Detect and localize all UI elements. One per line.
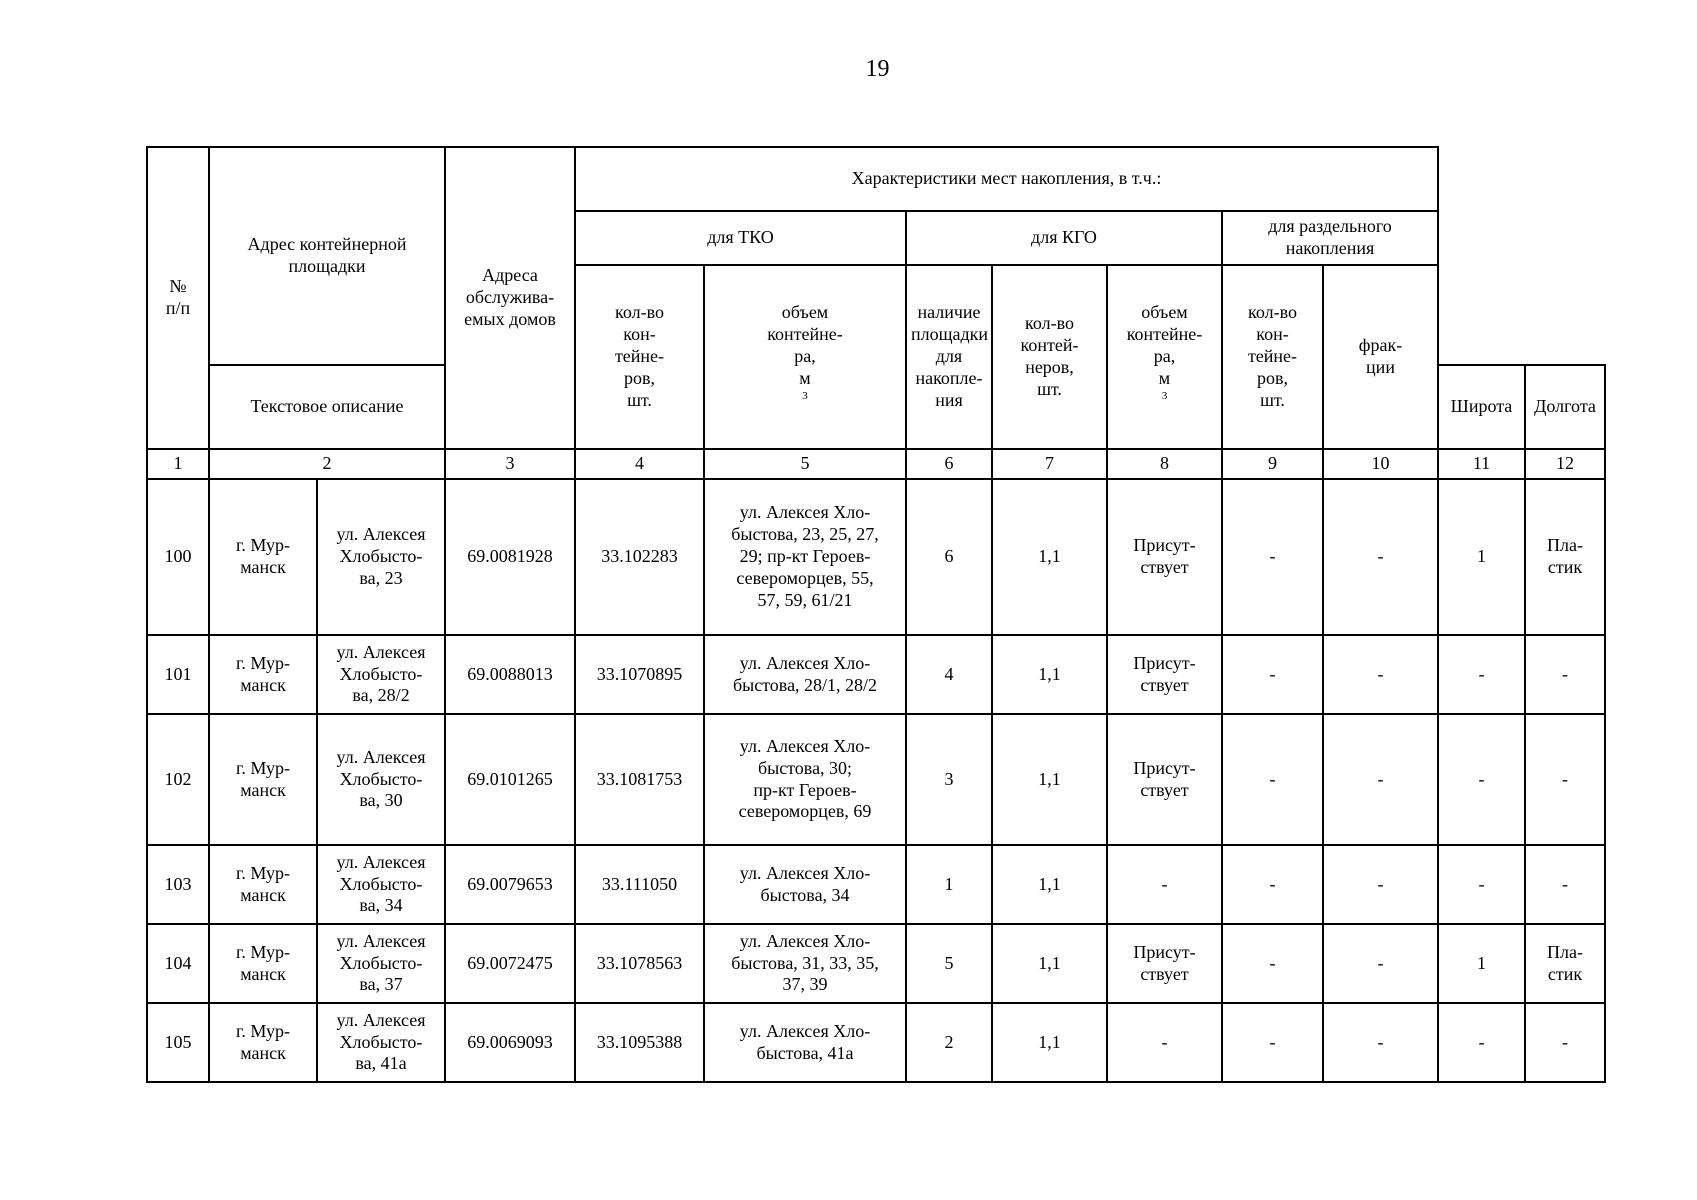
cell-kgo-presence: Присут- ствует (1107, 479, 1222, 635)
cell-tko-volume: 1,1 (992, 714, 1107, 845)
cell-no: 103 (147, 845, 209, 924)
header-served-houses: Адреса обслужива- емых домов (445, 147, 575, 449)
cell-city: г. Мур- манск (209, 845, 317, 924)
cell-tko-count: 1 (906, 845, 992, 924)
cell-houses: ул. Алексея Хло- быстова, 28/1, 28/2 (704, 635, 906, 714)
cell-kgo-count: - (1222, 714, 1323, 845)
header-longitude: Долгота (1525, 365, 1605, 449)
column-number: 9 (1222, 449, 1323, 479)
column-number: 5 (704, 449, 906, 479)
cell-kgo-volume: - (1323, 714, 1438, 845)
cell-houses: ул. Алексея Хло- быстова, 31, 33, 35, 37, 39 (704, 924, 906, 1003)
header-text-description: Текстовое описание (209, 365, 445, 449)
table-row (147, 479, 1605, 635)
cell-street: ул. Алексея Хлобысто- ва, 23 (317, 479, 445, 635)
column-number: 11 (1438, 449, 1525, 479)
column-number: 2 (209, 449, 445, 479)
cell-city: г. Мур- манск (209, 1003, 317, 1082)
cell-sep-count: - (1438, 845, 1525, 924)
cell-sep-fraction: Пла- стик (1525, 479, 1605, 635)
cell-street: ул. Алексея Хлобысто- ва, 41а (317, 1003, 445, 1082)
header-tko: для ТКО (575, 211, 906, 265)
cell-houses: ул. Алексея Хло- быстова, 34 (704, 845, 906, 924)
cell-kgo-count: - (1222, 635, 1323, 714)
header-kgo-volume: объем контейне- ра, м $^3$ (1107, 265, 1222, 449)
cell-tko-count: 2 (906, 1003, 992, 1082)
cell-lat: 69.0072475 (445, 924, 575, 1003)
header-kgo: для КГО (906, 211, 1222, 265)
table-row (147, 714, 1605, 845)
cell-kgo-count: - (1222, 845, 1323, 924)
cell-lon: 33.111050 (575, 845, 704, 924)
cell-lat: 69.0101265 (445, 714, 575, 845)
cell-tko-volume: 1,1 (992, 479, 1107, 635)
cell-lon: 33.1078563 (575, 924, 704, 1003)
cell-kgo-presence: Присут- ствует (1107, 714, 1222, 845)
cell-sep-count: - (1438, 714, 1525, 845)
table-row (147, 845, 1605, 924)
cell-lon: 33.1095388 (575, 1003, 704, 1082)
column-number: 7 (992, 449, 1107, 479)
cell-no: 100 (147, 479, 209, 635)
cell-sep-fraction: Пла- стик (1525, 924, 1605, 1003)
header-sep-fraction: фрак- ции (1323, 265, 1438, 449)
cell-sep-count: 1 (1438, 924, 1525, 1003)
cell-lon: 33.1081753 (575, 714, 704, 845)
cell-kgo-volume: - (1323, 924, 1438, 1003)
cell-kgo-count: - (1222, 1003, 1323, 1082)
column-number-row (147, 449, 1605, 479)
cell-kgo-volume: - (1323, 845, 1438, 924)
cell-sep-fraction: - (1525, 635, 1605, 714)
cell-houses: ул. Алексея Хло- быстова, 41а (704, 1003, 906, 1082)
cell-sep-count: - (1438, 635, 1525, 714)
column-number: 6 (906, 449, 992, 479)
cell-kgo-volume: - (1323, 1003, 1438, 1082)
table-row (147, 924, 1605, 1003)
column-number: 3 (445, 449, 575, 479)
header-separate: для раздельного накопления (1222, 211, 1438, 265)
cell-tko-volume: 1,1 (992, 924, 1107, 1003)
header-tko-volume: объем контейне- ра, м $^3$ (704, 265, 906, 449)
cell-city: г. Мур- манск (209, 714, 317, 845)
header-characteristics: Характеристики мест накопления, в т.ч.: (575, 147, 1438, 211)
cell-lon: 33.1070895 (575, 635, 704, 714)
cell-kgo-presence: - (1107, 845, 1222, 924)
header-site-address: Адрес контейнерной площадки (209, 147, 445, 365)
header-kgo-presence: наличие площадки для накопле- ния (906, 265, 992, 449)
cell-tko-count: 4 (906, 635, 992, 714)
column-number: 1 (147, 449, 209, 479)
column-number: 12 (1525, 449, 1605, 479)
cell-city: г. Мур- манск (209, 635, 317, 714)
page-number: 19 (865, 56, 890, 82)
cell-kgo-volume: - (1323, 635, 1438, 714)
cell-kgo-presence: Присут- ствует (1107, 635, 1222, 714)
column-number: 10 (1323, 449, 1438, 479)
container-sites-table (146, 146, 1606, 1083)
cell-tko-count: 6 (906, 479, 992, 635)
cell-kgo-volume: - (1323, 479, 1438, 635)
header-sep-count: кол-во кон- тейне- ров, шт. (1222, 265, 1323, 449)
cell-lat: 69.0088013 (445, 635, 575, 714)
cell-no: 102 (147, 714, 209, 845)
header-tko-count: кол-во кон- тейне- ров, шт. (575, 265, 704, 449)
cell-city: г. Мур- манск (209, 479, 317, 635)
table-row (147, 635, 1605, 714)
cell-lat: 69.0079653 (445, 845, 575, 924)
cell-lat: 69.0069093 (445, 1003, 575, 1082)
cell-no: 101 (147, 635, 209, 714)
cell-kgo-count: - (1222, 924, 1323, 1003)
cell-tko-count: 3 (906, 714, 992, 845)
cell-tko-volume: 1,1 (992, 1003, 1107, 1082)
cell-tko-volume: 1,1 (992, 635, 1107, 714)
cell-sep-fraction: - (1525, 1003, 1605, 1082)
cell-street: ул. Алексея Хлобысто- ва, 28/2 (317, 635, 445, 714)
column-number: 4 (575, 449, 704, 479)
cell-lon: 33.102283 (575, 479, 704, 635)
header-latitude: Широта (1438, 365, 1525, 449)
cell-street: ул. Алексея Хлобысто- ва, 37 (317, 924, 445, 1003)
cell-kgo-count: - (1222, 479, 1323, 635)
cell-sep-fraction: - (1525, 714, 1605, 845)
cell-city: г. Мур- манск (209, 924, 317, 1003)
cell-houses: ул. Алексея Хло- быстова, 30; пр-кт Героев- североморцев, 69 (704, 714, 906, 845)
column-number: 8 (1107, 449, 1222, 479)
cell-street: ул. Алексея Хлобысто- ва, 30 (317, 714, 445, 845)
cell-lat: 69.0081928 (445, 479, 575, 635)
cell-sep-count: 1 (1438, 479, 1525, 635)
cell-sep-fraction: - (1525, 845, 1605, 924)
cell-sep-count: - (1438, 1003, 1525, 1082)
cell-kgo-presence: - (1107, 1003, 1222, 1082)
cell-houses: ул. Алексея Хло- быстова, 23, 25, 27, 29; пр-кт Героев- североморцев, 55, 57, 59, 61/21 (704, 479, 906, 635)
cell-no: 105 (147, 1003, 209, 1082)
table-row (147, 1003, 1605, 1082)
header-kgo-count: кол-во контей- неров, шт. (992, 265, 1107, 449)
cell-kgo-presence: Присут- ствует (1107, 924, 1222, 1003)
cell-street: ул. Алексея Хлобысто- ва, 34 (317, 845, 445, 924)
cell-tko-count: 5 (906, 924, 992, 1003)
header-no: № п/п (147, 147, 209, 449)
cell-tko-volume: 1,1 (992, 845, 1107, 924)
cell-no: 104 (147, 924, 209, 1003)
